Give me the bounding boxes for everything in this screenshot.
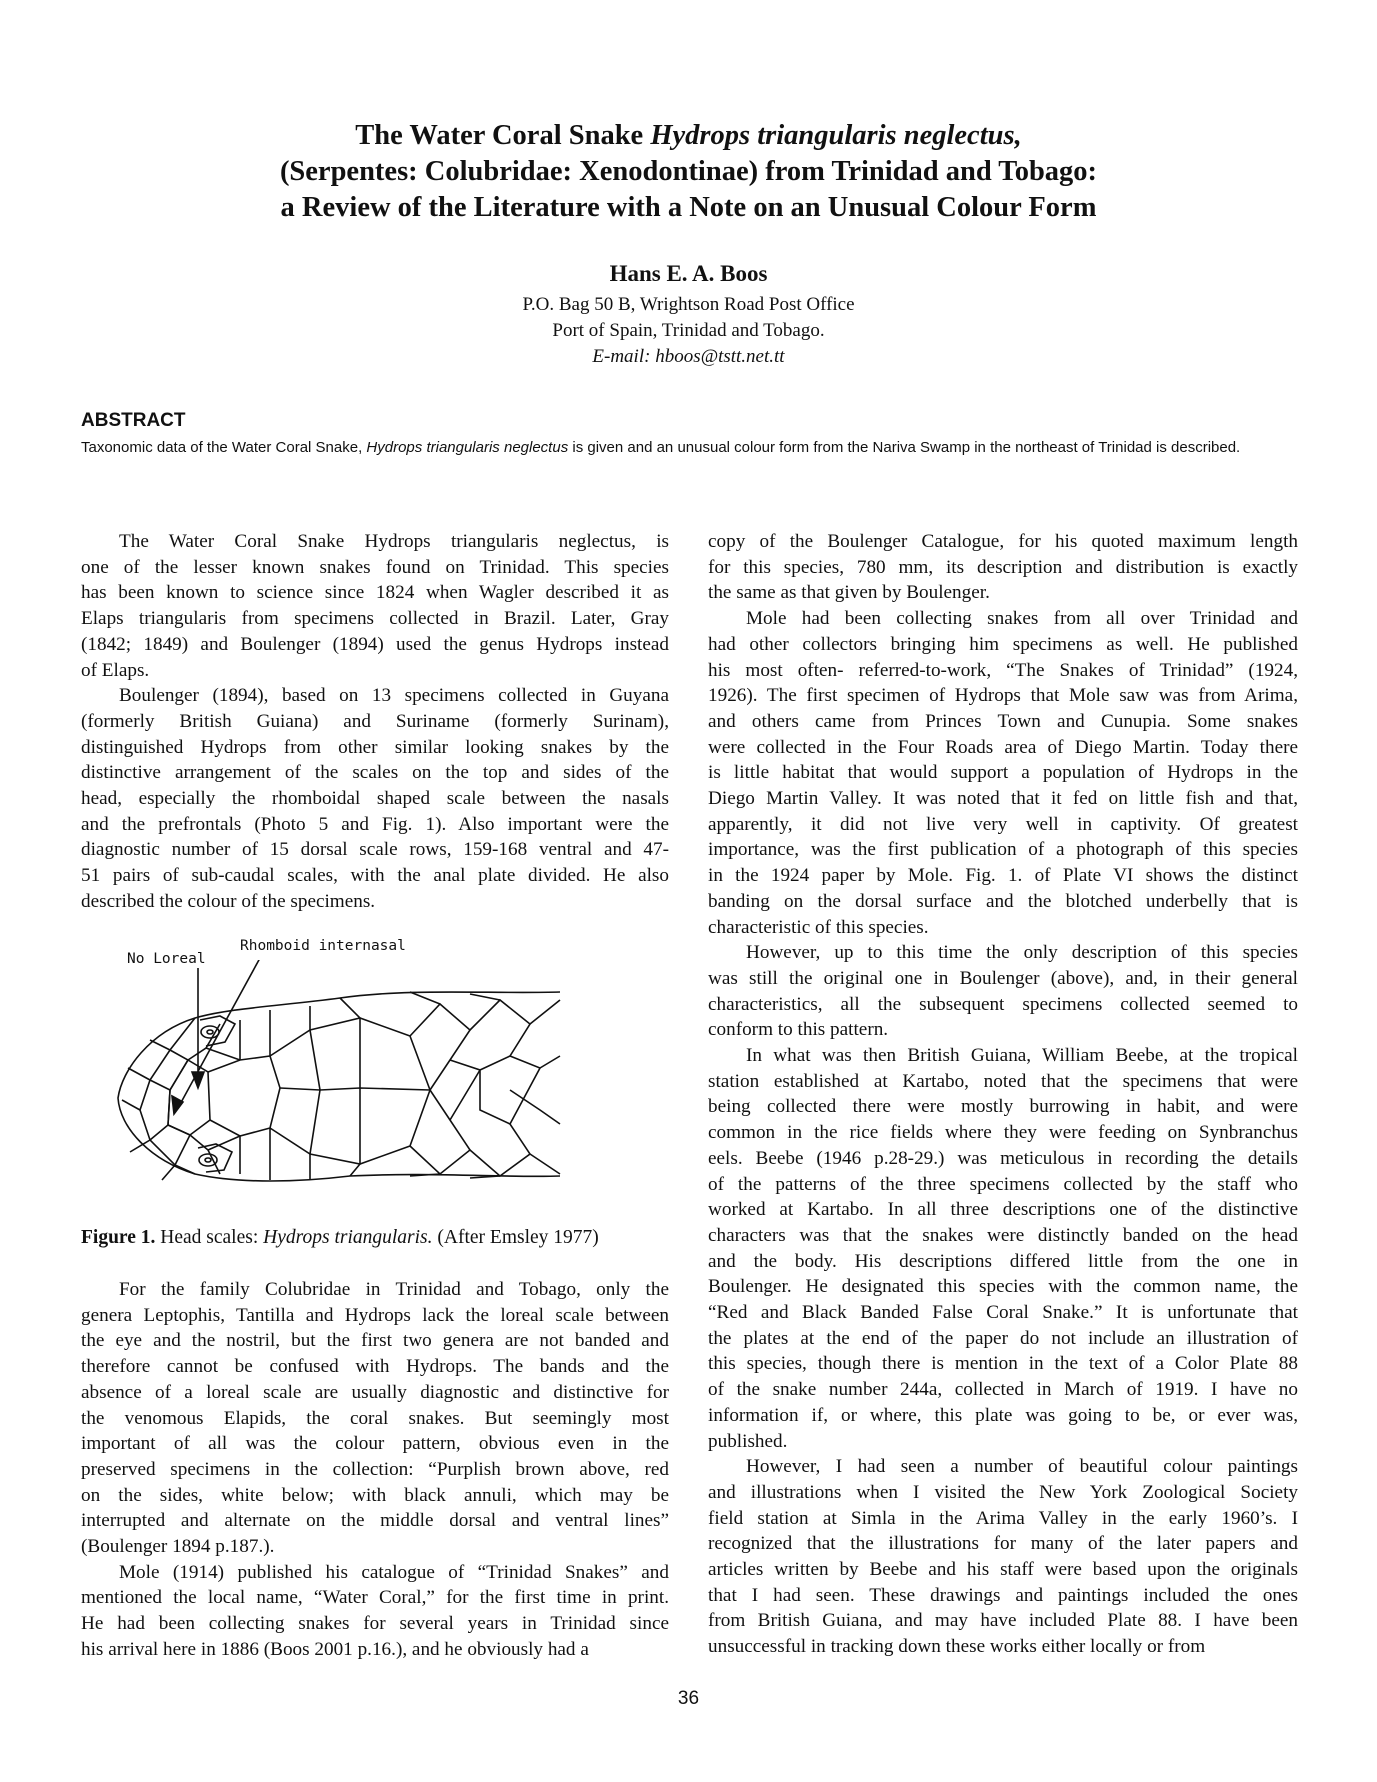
- text-line: the eye and the nostril, but the first two genera are not banded and: [81, 1330, 669, 1352]
- text-line: published.: [708, 1430, 788, 1452]
- caption-text: Head scales:: [155, 1227, 264, 1248]
- caption-source: (After Emsley 1977): [432, 1227, 599, 1248]
- text-line: genera Leptophis, Tantilla and Hydrops lack the loreal scale between: [81, 1304, 669, 1326]
- text-line: distinguished Hydrops from other similar looking snakes by the: [81, 736, 669, 758]
- text-line: for this species, 780 mm, its description and distribution is exactly: [708, 556, 1298, 578]
- text-line: In what was then British Guiana, William Beebe, at the tropical: [746, 1045, 1298, 1066]
- text-line: However, I had seen a number of beautiful colour paintings: [746, 1456, 1298, 1478]
- title-line3: a Review of the Literature with a Note on an Unusual Colour Form: [280, 192, 1097, 223]
- text-line: Boulenger. He designated this species with the common name, the: [708, 1276, 1298, 1298]
- address-line-1: P.O. Bag 50 B, Wrightson Road Post Office: [522, 294, 855, 315]
- title-line1-a: The Water Coral Snake: [355, 120, 651, 151]
- text-line: 51 pairs of sub-caudal scales, with the anal plate divided. He also: [81, 865, 669, 887]
- text-line: of the patterns of the three specimens collected by the staff who: [708, 1173, 1298, 1195]
- abstract-text-c: is given and an unusual colour form from the Nariva Swamp in the northeast of Trinidad is described.: [568, 439, 1241, 456]
- text-line: banding on the dorsal surface and the blotched underbelly that is: [708, 890, 1298, 912]
- text-line: For the family Colubridae in Trinidad and Tobago, only the: [119, 1279, 669, 1300]
- title-line1-b: Hydrops triangularis neglectus,: [650, 120, 1022, 151]
- address-line-2: Port of Spain, Trinidad and Tobago.: [552, 320, 825, 341]
- text-line: preserved specimens in the collection: “Purplish brown above, red: [81, 1458, 669, 1480]
- text-line: his arrival here in 1886 (Boos 2001 p.16.), and he obviously had a: [81, 1638, 589, 1660]
- text-line: recognized that the illustrations for many of the later papers and: [708, 1533, 1298, 1555]
- text-line: Elaps triangularis from specimens collected in Brazil. Later, Gray: [81, 608, 669, 630]
- text-line: the venomous Elapids, the coral snakes. But seemingly most: [81, 1407, 669, 1429]
- head-scales-figure: [110, 960, 670, 1210]
- figure-caption: [81, 1227, 671, 1249]
- text-line: Boulenger (1894), based on 13 specimens collected in Guyana: [119, 685, 669, 707]
- text-line: eels. Beebe (1946 p.28-29.) was meticulous in recording the details: [708, 1147, 1298, 1169]
- text-line: one of the lesser known snakes found on Trinidad. This species: [81, 556, 669, 578]
- text-line: were collected in the Four Roads area of Diego Martin. Today there: [708, 736, 1298, 758]
- text-line: However, up to this time the only description of this species: [746, 942, 1298, 964]
- text-line: importance, was the first publication of a photograph of this species: [708, 839, 1298, 861]
- abstract-heading: ABSTRACT: [81, 410, 186, 431]
- text-line: copy of the Boulenger Catalogue, for his quoted maximum length: [708, 531, 1298, 552]
- text-line: “Red and Black Banded False Coral Snake.” It is unfortunate that: [708, 1302, 1298, 1323]
- text-line: distinctive arrangement of the scales on the top and sides of the: [81, 762, 669, 784]
- text-line: (1842; 1849) and Boulenger (1894) used the genus Hydrops instead: [81, 633, 669, 655]
- text-line: and illustrations when I visited the New York Zoological Society: [708, 1481, 1298, 1503]
- text-line: He had been collecting snakes for several years in Trinidad since: [81, 1613, 669, 1635]
- page-number: 36: [677, 1688, 700, 1709]
- text-line: unsuccessful in tracking down these works either locally or from: [708, 1636, 1206, 1658]
- text-line: of the snake number 244a, collected in March of 1919. I have no: [708, 1379, 1298, 1401]
- text-line: characteristics, all the subsequent specimens collected seemed to: [708, 993, 1298, 1015]
- text-line: therefore cannot be confused with Hydrops. The bands and the: [81, 1356, 669, 1378]
- abstract-species: Hydrops triangularis neglectus: [366, 439, 569, 456]
- text-line: his most often- referred-to-work, “The Snakes of Trinidad” (1924,: [708, 659, 1298, 681]
- abstract-text: [81, 438, 1296, 458]
- author-name: Hans E. A. Boos: [609, 261, 768, 286]
- figure-label-rhomboid: Rhomboid internasal: [240, 938, 406, 954]
- text-line: (Boulenger 1894 p.187.).: [81, 1536, 275, 1557]
- text-line: had other collectors bringing him specimens as well. He published: [708, 633, 1298, 655]
- text-line: on the sides, white below; with black annuli, which may be: [81, 1484, 669, 1506]
- text-line: apparently, it did not live very well in captivity. Of greatest: [708, 813, 1298, 835]
- text-line: field station at Simla in the Arima Valley in the early 1960’s. I: [708, 1507, 1298, 1529]
- caption-label: Figure 1.: [81, 1227, 156, 1248]
- caption-species: Hydrops triangularis.: [263, 1227, 433, 1248]
- text-line: the plates at the end of the paper do not include an illustration of: [708, 1327, 1298, 1349]
- address-email: E-mail: hboos@tstt.net.tt: [592, 346, 785, 367]
- text-line: and others came from Princes Town and Cunupia. Some snakes: [708, 710, 1298, 732]
- text-line: (formerly British Guiana) and Suriname (formerly Surinam),: [81, 710, 669, 732]
- text-line: head, especially the rhomboidal shaped scale between the nasals: [81, 788, 669, 809]
- text-line: articles written by Beebe and his staff were based upon the originals: [708, 1559, 1298, 1580]
- text-line: described the colour of the specimens.: [81, 890, 376, 912]
- text-line: 1926). The first specimen of Hydrops that Mole saw was from Arima,: [708, 685, 1298, 707]
- text-line: the same as that given by Boulenger.: [708, 582, 990, 604]
- figure-label-no-loreal: No Loreal: [127, 951, 206, 967]
- text-line: from British Guiana, and may have included Plate 88. I have been: [708, 1610, 1298, 1632]
- text-line: being collected there were mostly burrowing in habit, and were: [708, 1096, 1298, 1118]
- text-line: has been known to science since 1824 when Wagler described it as: [81, 582, 669, 604]
- text-line: Mole (1914) published his catalogue of “Trinidad Snakes” and: [119, 1561, 669, 1583]
- text-line: this species, though there is mention in the text of a Color Plate 88: [708, 1353, 1298, 1375]
- text-line: interrupted and alternate on the middle dorsal and ventral lines”: [81, 1510, 669, 1532]
- text-line: and the body. His descriptions differed little from the one in: [708, 1250, 1298, 1272]
- text-line: important of all was the colour pattern, obvious even in the: [81, 1433, 669, 1455]
- text-line: The Water Coral Snake Hydrops triangularis neglectus, is: [119, 531, 669, 552]
- text-line: characters was that the snakes were distinctly banded on the head: [708, 1224, 1298, 1246]
- text-line: Diego Martin Valley. It was noted that it fed on little fish and that,: [708, 788, 1298, 809]
- text-line: is little habitat that would support a population of Hydrops in the: [708, 762, 1298, 784]
- text-line: conform to this pattern.: [708, 1019, 889, 1041]
- abstract-text-a: Taxonomic data of the Water Coral Snake,: [81, 439, 367, 456]
- text-line: information if, or where, this plate was going to be, or ever was,: [708, 1404, 1298, 1426]
- text-line: in the 1924 paper by Mole. Fig. 1. of Plate VI shows the distinct: [708, 865, 1298, 887]
- text-line: that I had seen. These drawings and paintings included the ones: [708, 1584, 1298, 1606]
- text-line: and the prefrontals (Photo 5 and Fig. 1). Also important were the: [81, 813, 669, 835]
- title-line2: (Serpentes: Colubridae: Xenodontinae) from Trinidad and Tobago:: [279, 156, 1098, 187]
- text-line: was still the original one in Boulenger (above), and, in their general: [708, 967, 1298, 989]
- text-line: station established at Kartabo, noted that the specimens that were: [708, 1070, 1298, 1092]
- text-line: common in the rice fields where they were feeding on Synbranchus: [708, 1122, 1298, 1144]
- text-line: absence of a loreal scale are usually diagnostic and distinctive for: [81, 1381, 669, 1403]
- text-line: characteristic of this species.: [708, 916, 929, 938]
- text-line: mentioned the local name, “Water Coral,” for the first time in print.: [81, 1587, 669, 1609]
- text-line: worked at Kartabo. In all three descriptions one of the distinctive: [708, 1199, 1298, 1221]
- text-line: diagnostic number of 15 dorsal scale rows, 159-168 ventral and 47-: [81, 839, 669, 861]
- text-line: of Elaps.: [81, 659, 150, 681]
- text-line: Mole had been collecting snakes from all over Trinidad and: [746, 608, 1298, 630]
- paper-title: [100, 118, 1277, 226]
